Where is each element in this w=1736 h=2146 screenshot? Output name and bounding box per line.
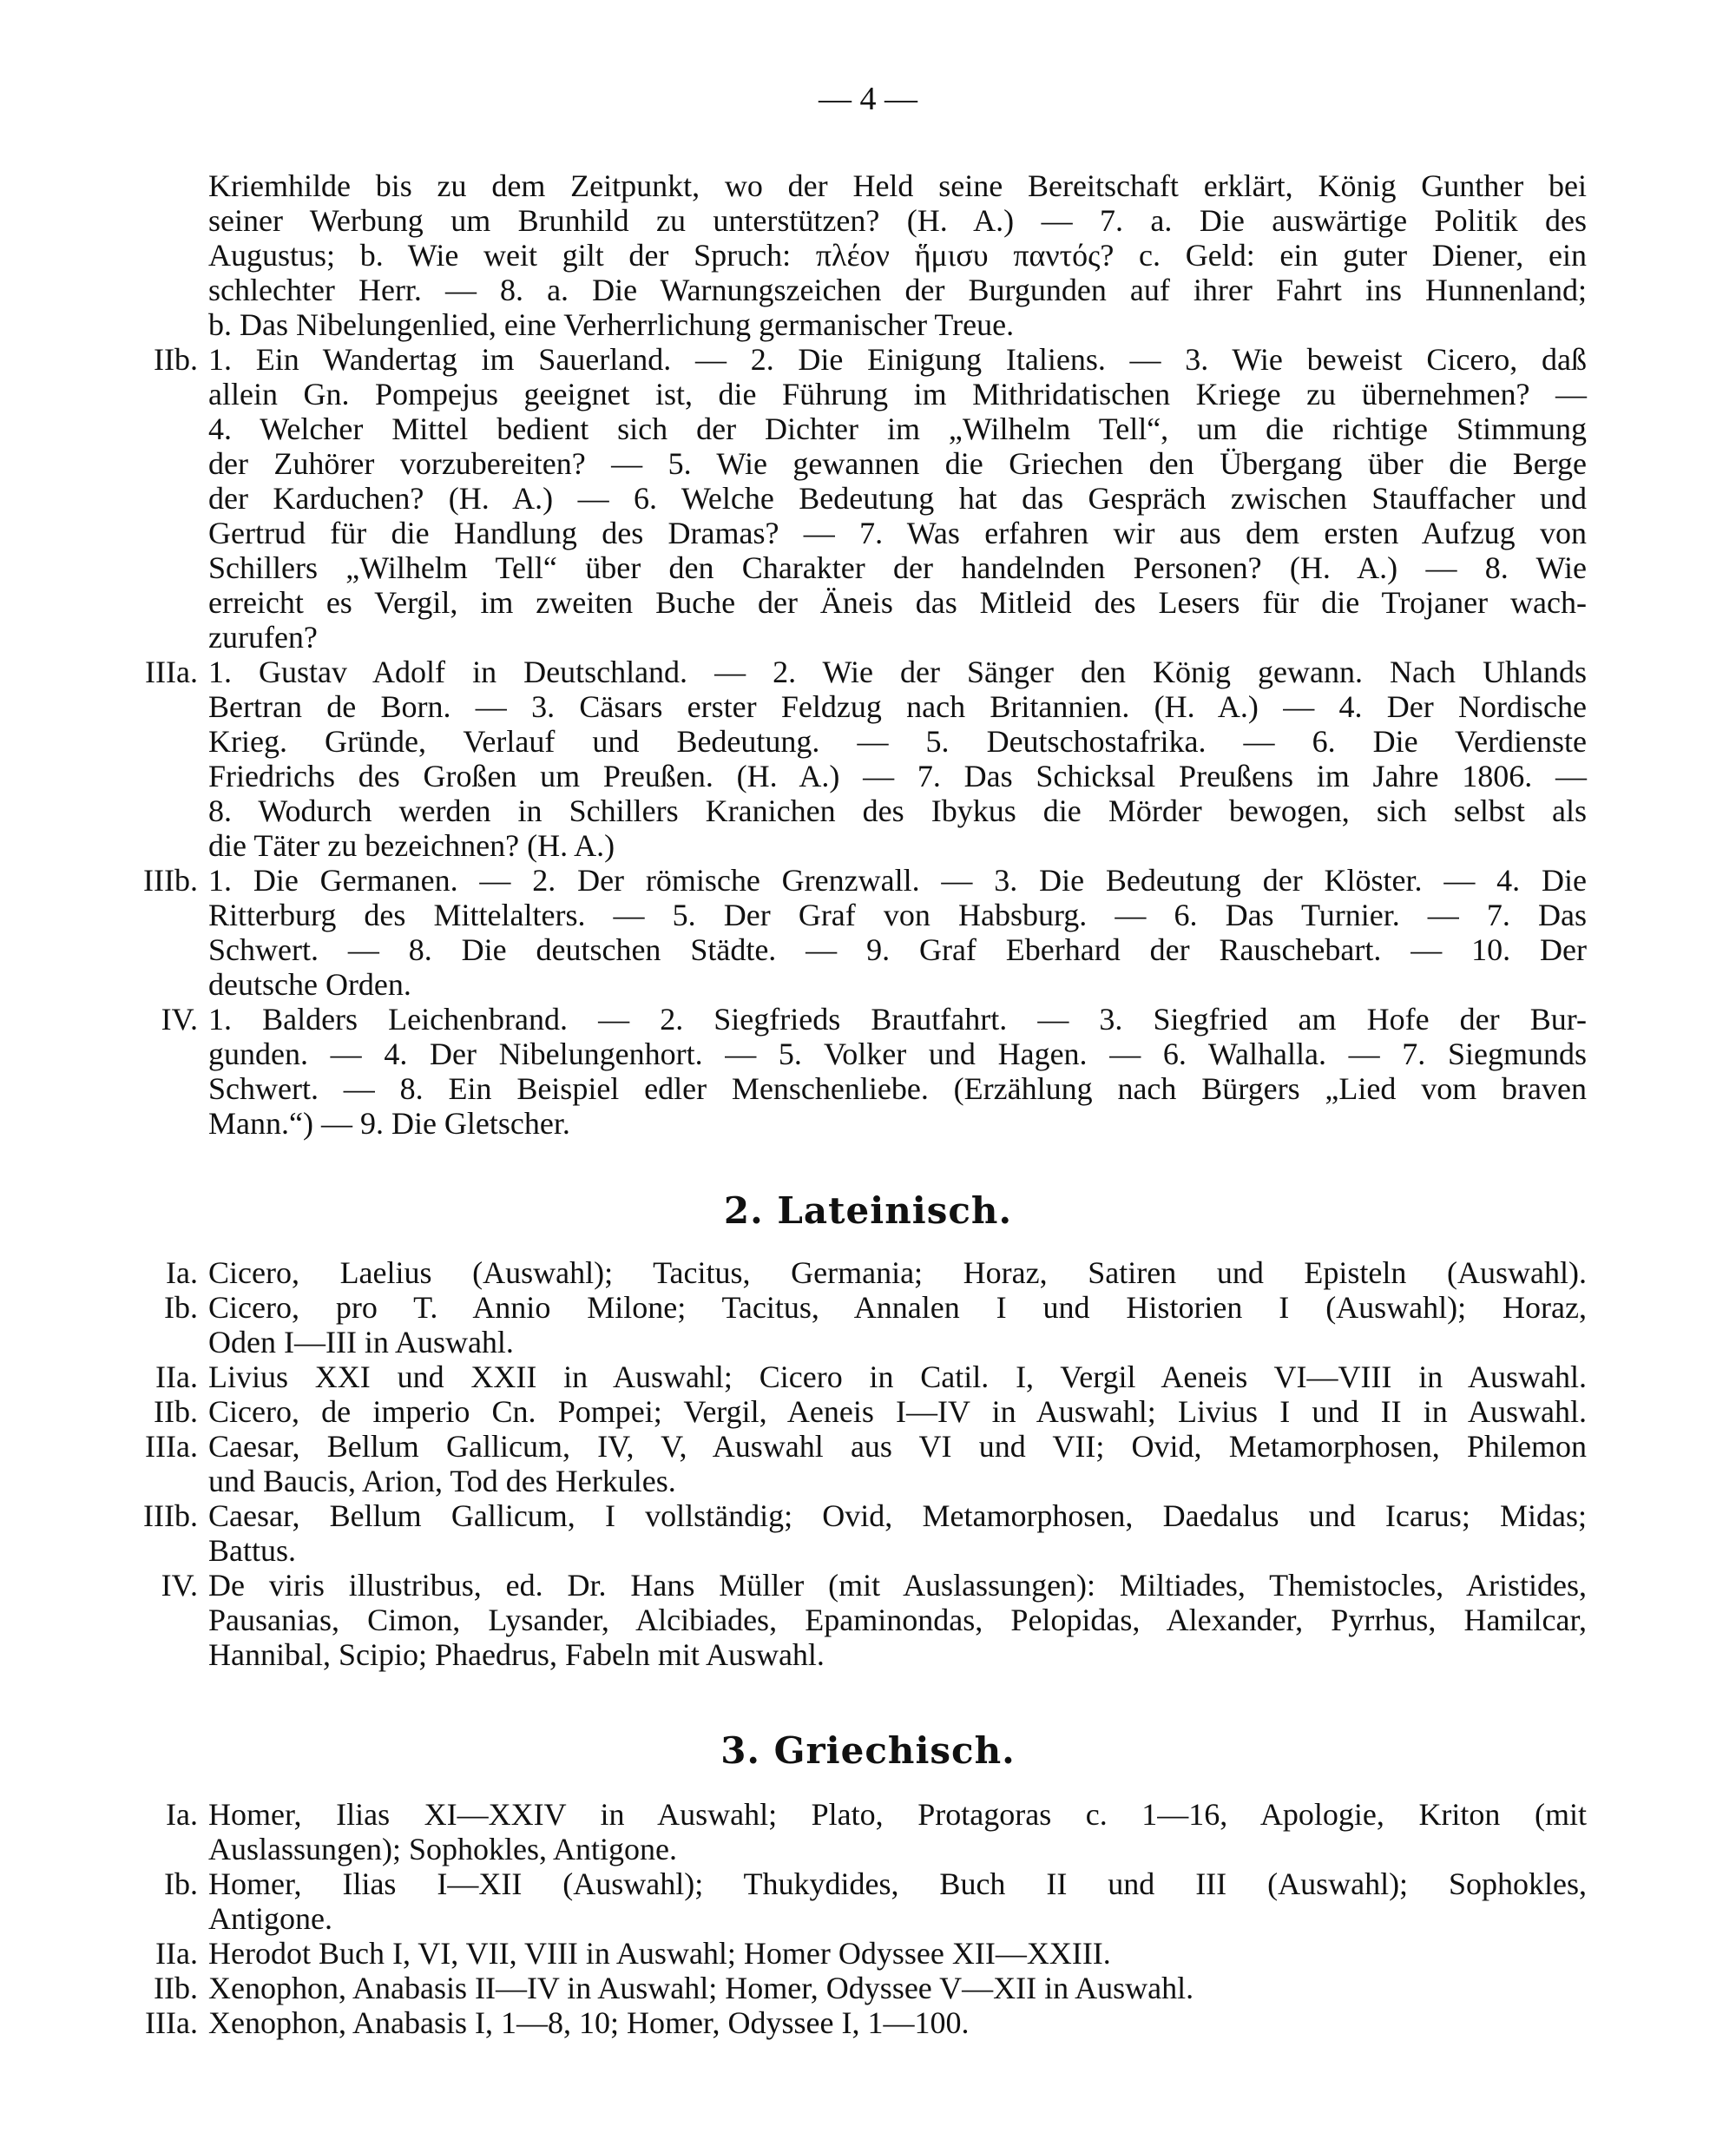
- text-line: Cicero, Laelius (Auswahl); Tacitus, Germania; Horaz, Satiren und Episteln (Auswahl).: [208, 1255, 1587, 1290]
- text-line: Cicero, de imperio Cn. Pompei; Vergil, Aeneis I—IV in Auswahl; Livius I und II in Auswahl.: [208, 1394, 1587, 1429]
- entry-deutsch-IIb: [0, 342, 1736, 655]
- text-line: Mann.“) — 9. Die Gletscher.: [208, 1106, 570, 1141]
- text-line: Schillers „Wilhelm Tell“ über den Charakter der handelnden Personen? (H. A.) — 8. Wie: [208, 550, 1587, 585]
- text-line: und Baucis, Arion, Tod des Herkules.: [208, 1464, 676, 1498]
- class-label: Ib.: [164, 1290, 198, 1325]
- text-line: Schwert. — 8. Ein Beispiel edler Menschenliebe. (Erzählung nach Bürgers „Lied vom braven: [208, 1071, 1587, 1106]
- entry-latein-Ib: [0, 1290, 1736, 1359]
- text-line: seiner Werbung um Brunhild zu unterstützen? (H. A.) — 7. a. Die auswärtige Politik des: [208, 203, 1587, 238]
- text-line: Antigone.: [208, 1901, 332, 1936]
- class-label: IIIa.: [145, 2005, 198, 2040]
- text-line: 1. Die Germanen. — 2. Der römische Grenzwall. — 3. Die Bedeutung der Klöster. — 4. Die: [208, 863, 1587, 898]
- text-line: De viris illustribus, ed. Dr. Hans Müller (mit Auslassungen): Miltiades, Themistocles, Aristides,: [208, 1568, 1587, 1603]
- entry-griech-Ia: [0, 1797, 1736, 1866]
- text-line: Auslassungen); Sophokles, Antigone.: [208, 1832, 677, 1866]
- class-label: IIa.: [155, 1936, 198, 1971]
- entry-latein-IIb: [0, 1394, 1736, 1429]
- text-line: 1. Balders Leichenbrand. — 2. Siegfrieds Brautfahrt. — 3. Siegfried am Hofe der Bur-: [208, 1002, 1587, 1037]
- class-label: IIb.: [154, 342, 198, 377]
- text-line: 1. Ein Wandertag im Sauerland. — 2. Die Einigung Italiens. — 3. Wie beweist Cicero, daß: [208, 342, 1587, 377]
- entry-latein-Ia: [0, 1255, 1736, 1290]
- text-line: Pausanias, Cimon, Lysander, Alcibiades, Epaminondas, Pelopidas, Alexander, Pyrrhus, Hamilcar,: [208, 1603, 1587, 1637]
- entry-griech-IIIa: [0, 2005, 1736, 2040]
- entry-latein-IV: [0, 1568, 1736, 1672]
- text-line: Krieg. Gründe, Verlauf und Bedeutung. — 5. Deutschostafrika. — 6. Die Verdienste: [208, 724, 1587, 759]
- text-line: Ritterburg des Mittelalters. — 5. Der Graf von Habsburg. — 6. Das Turnier. — 7. Das: [208, 898, 1587, 932]
- section-heading-griechisch: 3. Griechisch.: [720, 1729, 1016, 1772]
- text-line: Kriemhilde bis zu dem Zeitpunkt, wo der Held seine Bereitschaft erklärt, König Gunther bei: [208, 168, 1587, 203]
- text-line: b. Das Nibelungenlied, eine Verherrlichung germanischer Treue.: [208, 307, 1015, 342]
- class-label: IIIb.: [143, 863, 198, 898]
- entry-latein-IIIb: [0, 1498, 1736, 1568]
- entry-griech-Ib: [0, 1866, 1736, 1936]
- text-line: Cicero, pro T. Annio Milone; Tacitus, Annalen I und Historien I (Auswahl); Horaz,: [208, 1290, 1587, 1325]
- text-line: der Zuhörer vorzubereiten? — 5. Wie gewannen die Griechen den Übergang über die Berge: [208, 446, 1587, 481]
- text-line: Homer, Ilias XI—XXIV in Auswahl; Plato, Protagoras c. 1—16, Apologie, Kriton (mit: [208, 1797, 1587, 1832]
- text-line: deutsche Orden.: [208, 967, 411, 1002]
- class-label: IIb.: [154, 1971, 198, 2005]
- entry-deutsch-IV: [0, 1002, 1736, 1141]
- text-line: schlechter Herr. — 8. a. Die Warnungszeichen der Burgunden auf ihrer Fahrt ins Hunnenland;: [208, 273, 1587, 307]
- section-deutsch: [0, 168, 1736, 1141]
- class-label: IIb.: [154, 1394, 198, 1429]
- text-line: Hannibal, Scipio; Phaedrus, Fabeln mit Auswahl.: [208, 1637, 825, 1672]
- text-line: der Karduchen? (H. A.) — 6. Welche Bedeutung hat das Gespräch zwischen Stauffacher und: [208, 481, 1587, 516]
- text-line: erreicht es Vergil, im zweiten Buche der Äneis das Mitleid des Lesers für die Trojaner wach-: [208, 585, 1587, 620]
- section-heading-lateinisch: 2. Lateinisch.: [723, 1189, 1013, 1232]
- class-label: IV.: [161, 1568, 198, 1603]
- entry-latein-IIIa: [0, 1429, 1736, 1498]
- text-line: Friedrichs des Großen um Preußen. (H. A.) — 7. Das Schicksal Preußens im Jahre 1806. —: [208, 759, 1587, 793]
- text-line: 8. Wodurch werden in Schillers Kranichen des Ibykus die Mörder bewogen, sich selbst als: [208, 793, 1587, 828]
- entry-latein-IIa: [0, 1359, 1736, 1394]
- entry-deutsch-IIIb: [0, 863, 1736, 1002]
- text-line: 4. Welcher Mittel bedient sich der Dichter im „Wilhelm Tell“, um die richtige Stimmung: [208, 411, 1587, 446]
- class-label: Ia.: [166, 1797, 198, 1832]
- text-line: Homer, Ilias I—XII (Auswahl); Thukydides, Buch II und III (Auswahl); Sophokles,: [208, 1866, 1587, 1901]
- entry-griech-IIa: [0, 1936, 1736, 1971]
- entry-deutsch-IIIa: [0, 655, 1736, 863]
- text-line: Xenophon, Anabasis I, 1—8, 10; Homer, Odyssee I, 1—100.: [208, 2005, 970, 2040]
- class-label: IIIb.: [143, 1498, 198, 1533]
- text-line: Battus.: [208, 1533, 297, 1568]
- class-label: IIa.: [155, 1359, 198, 1394]
- text-line: Caesar, Bellum Gallicum, IV, V, Auswahl aus VI und VII; Ovid, Metamorphosen, Philemon: [208, 1429, 1587, 1464]
- class-label: Ia.: [166, 1255, 198, 1290]
- page-number: — 4 —: [819, 81, 917, 117]
- section-griechisch: [0, 1797, 1736, 2040]
- class-label: IIIa.: [145, 655, 198, 689]
- text-line: Bertran de Born. — 3. Cäsars erster Feldzug nach Britannien. (H. A.) — 4. Der Nordische: [208, 689, 1587, 724]
- text-line: Gertrud für die Handlung des Dramas? — 7. Was erfahren wir aus dem ersten Aufzug von: [208, 516, 1587, 550]
- text-line: Augustus; b. Wie weit gilt der Spruch: πλέον ἥμισυ παντός? c. Geld: ein guter Diener, ein: [208, 238, 1587, 273]
- text-line: gunden. — 4. Der Nibelungenhort. — 5. Volker und Hagen. — 6. Walhalla. — 7. Siegmunds: [208, 1037, 1587, 1071]
- text-line: Schwert. — 8. Die deutschen Städte. — 9. Graf Eberhard der Rauschebart. — 10. Der: [208, 932, 1587, 967]
- text-line: allein Gn. Pompejus geeignet ist, die Führung im Mithridatischen Kriege zu übernehmen? —: [208, 377, 1587, 411]
- text-line: die Täter zu bezeichnen? (H. A.): [208, 828, 615, 863]
- class-label: Ib.: [164, 1866, 198, 1901]
- text-line: Livius XXI und XXII in Auswahl; Cicero in Catil. I, Vergil Aeneis VI—VIII in Auswahl.: [208, 1359, 1587, 1394]
- entry-griech-IIb: [0, 1971, 1736, 2005]
- text-line: Herodot Buch I, VI, VII, VIII in Auswahl; Homer Odyssee XII—XXIII.: [208, 1936, 1111, 1971]
- section-lateinisch: [0, 1255, 1736, 1672]
- text-line: Xenophon, Anabasis II—IV in Auswahl; Homer, Odyssee V—XII in Auswahl.: [208, 1971, 1194, 2005]
- text-line: 1. Gustav Adolf in Deutschland. — 2. Wie der Sänger den König gewann. Nach Uhlands: [208, 655, 1587, 689]
- text-line: Oden I—III in Auswahl.: [208, 1325, 514, 1359]
- class-label: IIIa.: [145, 1429, 198, 1464]
- text-line: Caesar, Bellum Gallicum, I vollständig; Ovid, Metamorphosen, Daedalus und Icarus; Midas;: [208, 1498, 1587, 1533]
- text-line: zurufen?: [208, 620, 318, 655]
- class-label: IV.: [161, 1002, 198, 1037]
